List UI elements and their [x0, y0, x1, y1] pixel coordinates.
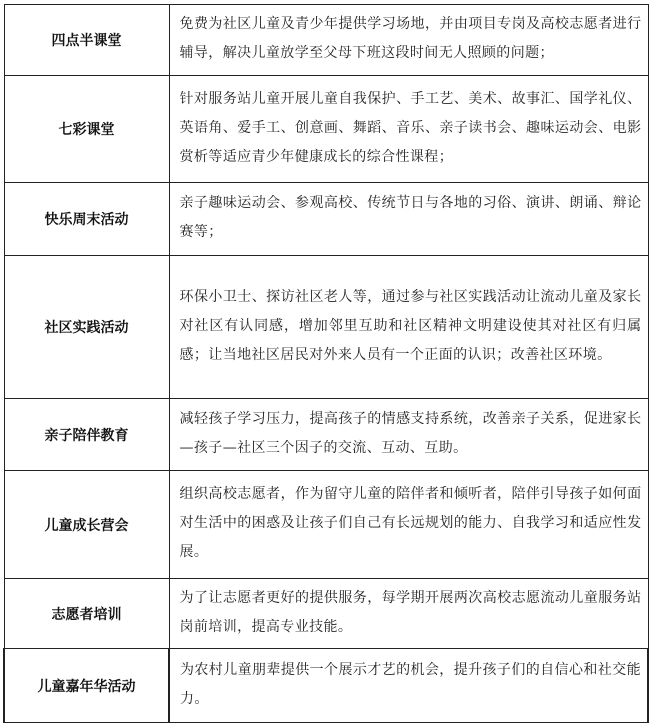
activity-name: 亲子陪伴教育: [4, 399, 169, 471]
table-row: [4, 471, 648, 579]
table-row: [4, 399, 648, 471]
activity-description: 亲子趣味运动会、参观高校、传统节日与各地的习俗、演讲、朗诵、辩论赛等；: [169, 183, 648, 256]
table-row: [4, 5, 648, 76]
activity-description: 为农村儿童朋辈提供一个展示才艺的机会，提升孩子们的自信心和社交能力。: [169, 649, 648, 723]
activity-description: 组织高校志愿者，作为留守儿童的陪伴者和倾听者，陪伴引导孩子如何面对生活中的困惑及让孩子们自己有长远规划的能力、自我学习和适应性发展。: [169, 471, 648, 579]
activity-description: 减轻孩子学习压力，提高孩子的情感支持系统，改善亲子关系，促进家长—孩子—社区三个因子的交流、互动、互助。: [169, 399, 648, 471]
table-row: [4, 579, 648, 649]
activity-name: 七彩课堂: [4, 76, 169, 183]
activity-name: 快乐周末活动: [4, 183, 169, 256]
activity-description: 针对服务站儿童开展儿童自我保护、手工艺、美术、故事汇、国学礼仪、英语角、爱手工、创意画、舞蹈、音乐、亲子读书会、趣味运动会、电影赏析等适应青少年健康成长的综合性课程；: [169, 76, 648, 183]
table-row: [4, 649, 648, 723]
table-row: [4, 256, 648, 399]
activity-name: 儿童成长营会: [4, 471, 169, 579]
activity-name: 志愿者培训: [4, 579, 169, 649]
activity-name: 四点半课堂: [4, 5, 169, 76]
activity-description: 环保小卫士、探访社区老人等，通过参与社区实践活动让流动儿童及家长对社区有认同感，增加邻里互助和社区精神文明建设使其对社区有归属感；让当地社区居民对外来人员有一个正面的认识；改善社区环境。: [169, 256, 648, 399]
table-row: [4, 183, 648, 256]
activities-table: [3, 4, 649, 723]
activity-description: 为了让志愿者更好的提供服务，每学期开展两次高校志愿流动儿童服务站岗前培训，提高专业技能。: [169, 579, 648, 649]
table-row: [4, 76, 648, 183]
activity-name: 儿童嘉年华活动: [4, 649, 169, 723]
activity-name: 社区实践活动: [4, 256, 169, 399]
activity-description: 免费为社区儿童及青少年提供学习场地，并由项目专岗及高校志愿者进行辅导，解决儿童放学至父母下班这段时间无人照顾的问题；: [169, 5, 648, 76]
